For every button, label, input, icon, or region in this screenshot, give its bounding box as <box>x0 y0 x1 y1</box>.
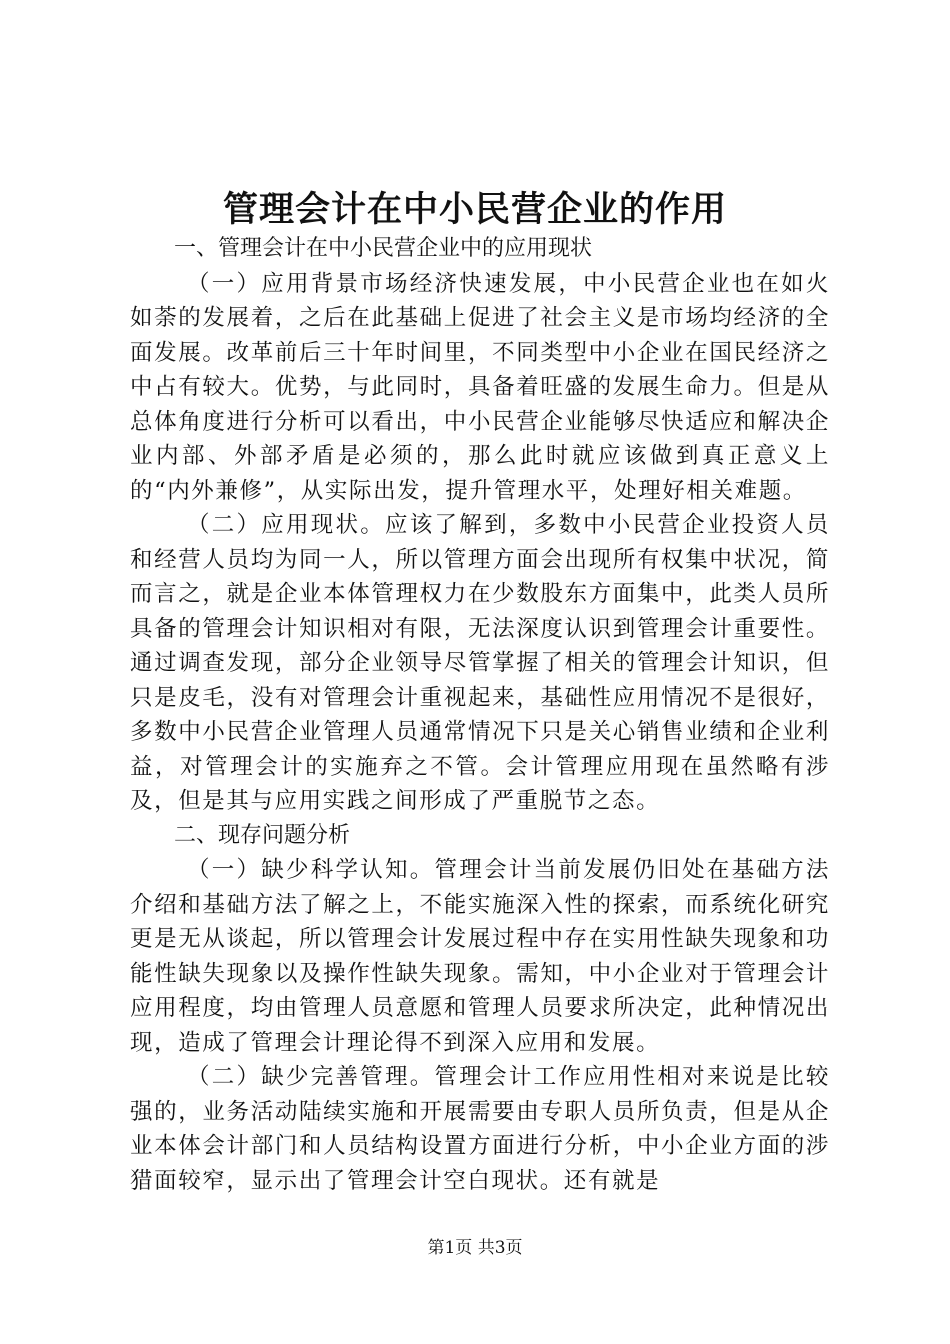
section-heading: 一、管理会计在中小民营企业中的应用现状 <box>174 236 593 261</box>
paragraph: （一）应用背景市场经济快速发展，中小民营企业也在如火如荼的发展着，之后在此基础上促进了社会主义是市场均经济的全面发展。改革前后三十年时间里，不同类型中小企业在国民经济之中占有较大。优势，与此同时，具备着旺盛的发展生命力。但是从总体角度进行分析可以看出，中小民营企业能够尽快适应和解决企业内部、外部矛盾是必须的，那么此时就应该做到真正意义上的“内外兼修”，从实际出发，提升管理水平，处理好相关难题。 <box>130 270 830 504</box>
paragraph: （二）应用现状。应该了解到，多数中小民营企业投资人员和经营人员均为同一人，所以管理方面会出现所有权集中状况，简而言之，就是企业本体管理权力在少数股东方面集中，此类人员所具备的管理会计知识相对有限，无法深度认识到管理会计重要性。通过调查发现，部分企业领导尽管掌握了相关的管理会计知识，但只是皮毛，没有对管理会计重视起来，基础性应用情况不是很好，多数中小民营企业管理人员通常情况下只是关心销售业绩和企业利益，对管理会计的实施弃之不管。会计管理应用现在虽然略有涉及，但是其与应用实践之间形成了严重脱节之态。 <box>130 512 830 814</box>
paragraph: （二）缺少完善管理。管理会计工作应用性相对来说是比较强的，业务活动陆续实施和开展需要由专职人员所负责，但是从企业本体会计部门和人员结构设置方面进行分析，中小企业方面的涉猎面较窄，显示出了管理会计空白现状。还有就是 <box>130 1064 830 1194</box>
section-1 <box>130 232 830 819</box>
page-number: 第1页 共3页 <box>427 1238 523 1258</box>
section-heading: 二、现存问题分析 <box>174 822 351 848</box>
document-title: 管理会计在中小民营企业的作用 <box>222 189 727 230</box>
section-2 <box>130 819 830 1199</box>
document-body <box>130 232 830 1198</box>
page-footer <box>0 1237 950 1259</box>
paragraph: （一）缺少科学认知。管理会计当前发展仍旧处在基础方法介绍和基础方法了解之上，不能实施深入性的探索，而系统化研究更是无从谈起，所以管理会计发展过程中存在实用性缺失现象和功能性缺失现象以及操作性缺失现象。需知，中小企业对于管理会计应用程度，均由管理人员意愿和管理人员要求所决定，此种情况出现，造成了管理会计理论得不到深入应用和发展。 <box>130 857 830 1056</box>
